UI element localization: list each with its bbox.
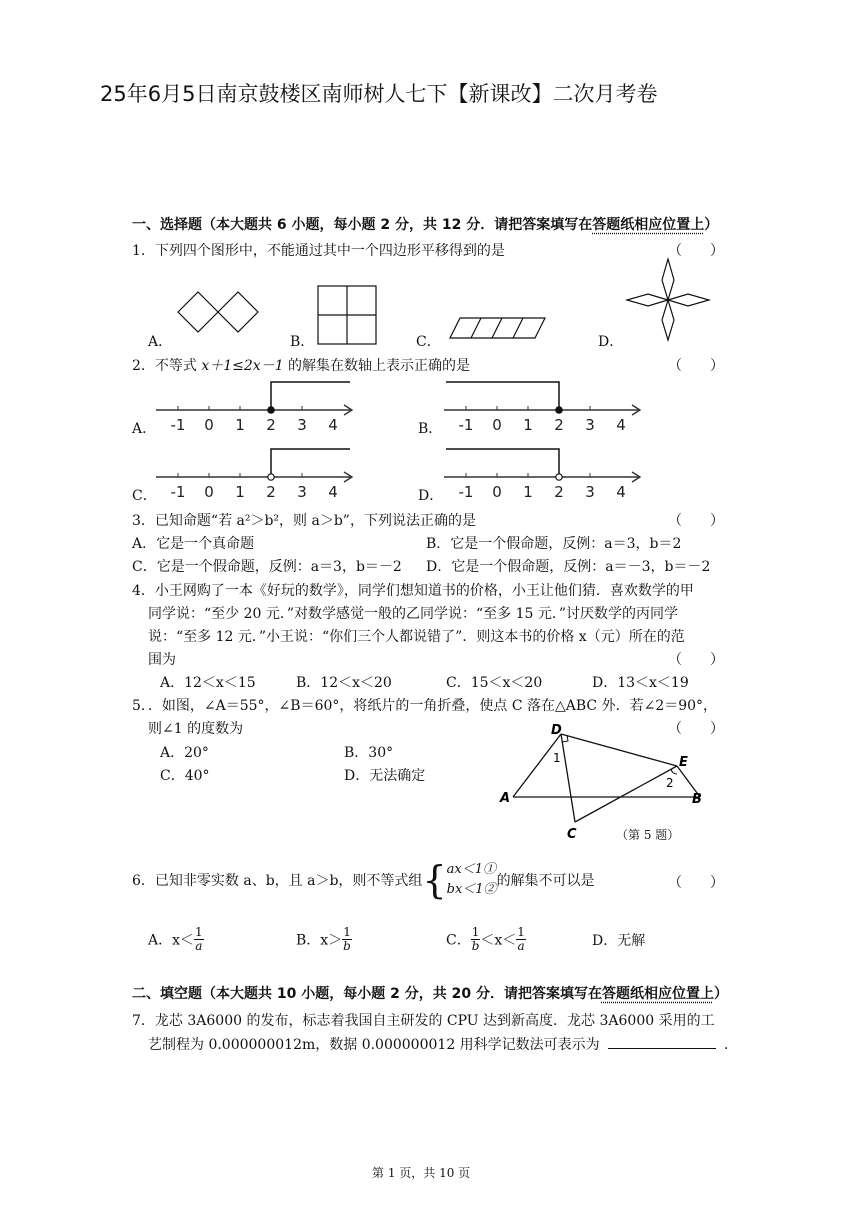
- q1-label-a: A．: [148, 334, 173, 350]
- q2-numberline-b: [438, 376, 658, 436]
- q4-paren: （ ）: [668, 652, 724, 668]
- q2-paren: （ ）: [668, 358, 724, 374]
- q6-option-b: B．x＞ $\frac{1}{b}$: [296, 925, 351, 953]
- q2-label-b: B．: [418, 421, 443, 437]
- q6-option-a: A．x＜ $\frac{1}{a}$: [148, 925, 203, 953]
- q3-option-b: B．它是一个假命题，反例：a＝3，b＝2: [426, 536, 682, 552]
- q1-label-c: C．: [416, 334, 441, 350]
- q1-figure-b: [318, 286, 376, 344]
- q2-numberline-a: [150, 376, 370, 436]
- q5-figure: [495, 722, 715, 848]
- q7-line2: 艺制程为 0.000000012m，数据 0.000000012 用科学记数法可表示为: [148, 1037, 600, 1053]
- angle-2-label: 2: [666, 776, 674, 790]
- q6-system-line1: ax＜1①: [446, 862, 496, 877]
- tick-label: 2: [554, 416, 564, 434]
- q2-label-c: C．: [132, 488, 157, 504]
- open-endpoint: [556, 474, 562, 480]
- q1-figure-c: [450, 318, 545, 338]
- tick-label: -1: [458, 416, 474, 434]
- tick-label: 0: [492, 416, 502, 434]
- tick-label: 3: [297, 483, 307, 501]
- q5-option-b: B．30°: [344, 745, 394, 761]
- page-title: 25年6月5日南京鼓楼区南师树人七下【新课改】二次月考卷: [100, 82, 658, 106]
- tick-label: 3: [585, 416, 595, 434]
- q1-figure-a: [178, 292, 258, 332]
- tick-label: 1: [235, 483, 245, 501]
- q1-figure-d: [622, 256, 714, 342]
- q1-stem: 1．下列四个图形中，不能通过其中一个四边形平移得到的是: [132, 243, 505, 259]
- q4-option-a: A．12＜x＜15: [160, 675, 256, 691]
- tick-label: 0: [204, 483, 214, 501]
- segment-dc: [561, 734, 575, 822]
- q2-label-a: A．: [132, 421, 157, 437]
- q4-option-b: B．12＜x＜20: [296, 675, 392, 691]
- closed-endpoint: [556, 407, 562, 413]
- q4-line1: 4．小王网购了一本《好玩的数学》，同学们想知道书的价格，小王让他们猜．喜欢数学的甲: [132, 583, 694, 599]
- q3-option-d: D．它是一个假命题，反例：a＝－3，b＝－2: [426, 559, 711, 575]
- tick-label: 1: [523, 416, 533, 434]
- segment-ad: [513, 734, 561, 797]
- tick-label: 1: [235, 416, 245, 434]
- q6-system-line2: bx＜1②: [446, 882, 497, 897]
- q2-label-d: D．: [418, 488, 444, 504]
- q4-line4: 围为: [148, 652, 176, 668]
- q1-label-b: B．: [290, 334, 315, 350]
- solution-ray: [271, 382, 350, 410]
- tick-label: 4: [328, 483, 338, 501]
- tick-label: 4: [616, 416, 626, 434]
- q4-line2: 同学说：“至少 20 元．”对数学感觉一般的乙同学说：“至多 15 元．”讨厌数学的丙同学: [148, 606, 679, 622]
- q4-line3: 说：“至多 12 元．”小王说：“你们三个人都说错了”．则这本书的价格 x（元）所在的范: [148, 629, 685, 645]
- page-footer: 第 1 页，共 10 页: [372, 1166, 471, 1180]
- q5-option-a: A．20°: [160, 745, 209, 761]
- point-b-label: B: [692, 792, 702, 807]
- q6-option-d: D．无解: [592, 933, 646, 949]
- q7-answer-blank[interactable]: [608, 1034, 716, 1053]
- q3-option-a: A．它是一个真命题: [132, 536, 255, 552]
- q3-option-c: C．它是一个假命题，反例：a＝3，b＝－2: [132, 559, 402, 575]
- tick-label: 3: [585, 483, 595, 501]
- q6-paren: （ ）: [668, 875, 724, 891]
- q7-end: ．: [724, 1037, 738, 1053]
- tick-label: 0: [492, 483, 502, 501]
- tick-label: 3: [297, 416, 307, 434]
- open-endpoint: [268, 474, 274, 480]
- segment-ce: [575, 766, 677, 822]
- q1-label-d: D．: [598, 334, 624, 350]
- tick-label: 0: [204, 416, 214, 434]
- solution-ray: [446, 449, 559, 477]
- tick-label: -1: [458, 483, 474, 501]
- tick-label: 2: [266, 483, 276, 501]
- q4-option-d: D．13＜x＜19: [592, 675, 689, 691]
- q4-option-c: C．15＜x＜20: [446, 675, 543, 691]
- solution-ray: [446, 382, 559, 410]
- point-a-label: A: [500, 791, 511, 806]
- tick-label: 1: [523, 483, 533, 501]
- point-c-label: C: [567, 827, 577, 842]
- closed-endpoint: [268, 407, 274, 413]
- solution-ray: [271, 449, 350, 477]
- section2-heading: 二、填空题（本大题共 10 小题，每小题 2 分，共 20 分．请把答案填写在答题纸相应位置上）: [132, 986, 728, 1002]
- q6-option-c: C． $\frac{1}{b}<x<$ $\frac{1}{a}$: [446, 925, 525, 953]
- q5-option-c: C．40°: [160, 768, 210, 784]
- q7-line1: 7．龙芯 3A6000 的发布，标志着我国自主研发的 CPU 达到新高度．龙芯 3A6000 采用的工: [132, 1013, 715, 1029]
- tick-label: -1: [170, 416, 186, 434]
- tick-label: 2: [554, 483, 564, 501]
- tick-label: 4: [616, 483, 626, 501]
- q2-numberline-c: [150, 443, 370, 503]
- section1-heading: 一、选择题（本大题共 6 小题，每小题 2 分，共 12 分．请把答案填写在答题纸相应位置上）: [132, 217, 719, 233]
- q3-paren: （ ）: [668, 513, 724, 529]
- point-d-label: D: [551, 723, 562, 738]
- q2-stem: 2．不等式 x＋1≤2x－1 的解集在数轴上表示正确的是: [132, 358, 471, 374]
- point-e-label: E: [679, 755, 688, 770]
- q1-paren: （ ）: [668, 243, 724, 259]
- q5-option-d: D．无法确定: [344, 768, 426, 784]
- q2-numberline-d: [438, 443, 658, 503]
- segment-de: [561, 734, 677, 766]
- q5-line1: 5．．如图，∠A＝55°，∠B＝60°，将纸片的一角折叠，使点 C 落在△ABC 外．若∠2＝90°，: [132, 698, 718, 714]
- tick-label: -1: [170, 483, 186, 501]
- q5-figure-caption: （第 5 题）: [616, 828, 680, 842]
- q5-line2: 则∠1 的度数为: [148, 721, 244, 737]
- q5-paren: （ ）: [668, 721, 724, 737]
- tick-label: 2: [266, 416, 276, 434]
- tick-label: 4: [328, 416, 338, 434]
- angle-1-label: 1: [553, 751, 561, 765]
- q3-stem: 3．已知命题“若 a²＞b²，则 a＞b”，下列说法正确的是: [132, 513, 476, 529]
- q6-stem: 6．已知非零实数 a、b，且 a＞b，则不等式组{ax＜1① bx＜1②的解集不可以是: [132, 858, 595, 902]
